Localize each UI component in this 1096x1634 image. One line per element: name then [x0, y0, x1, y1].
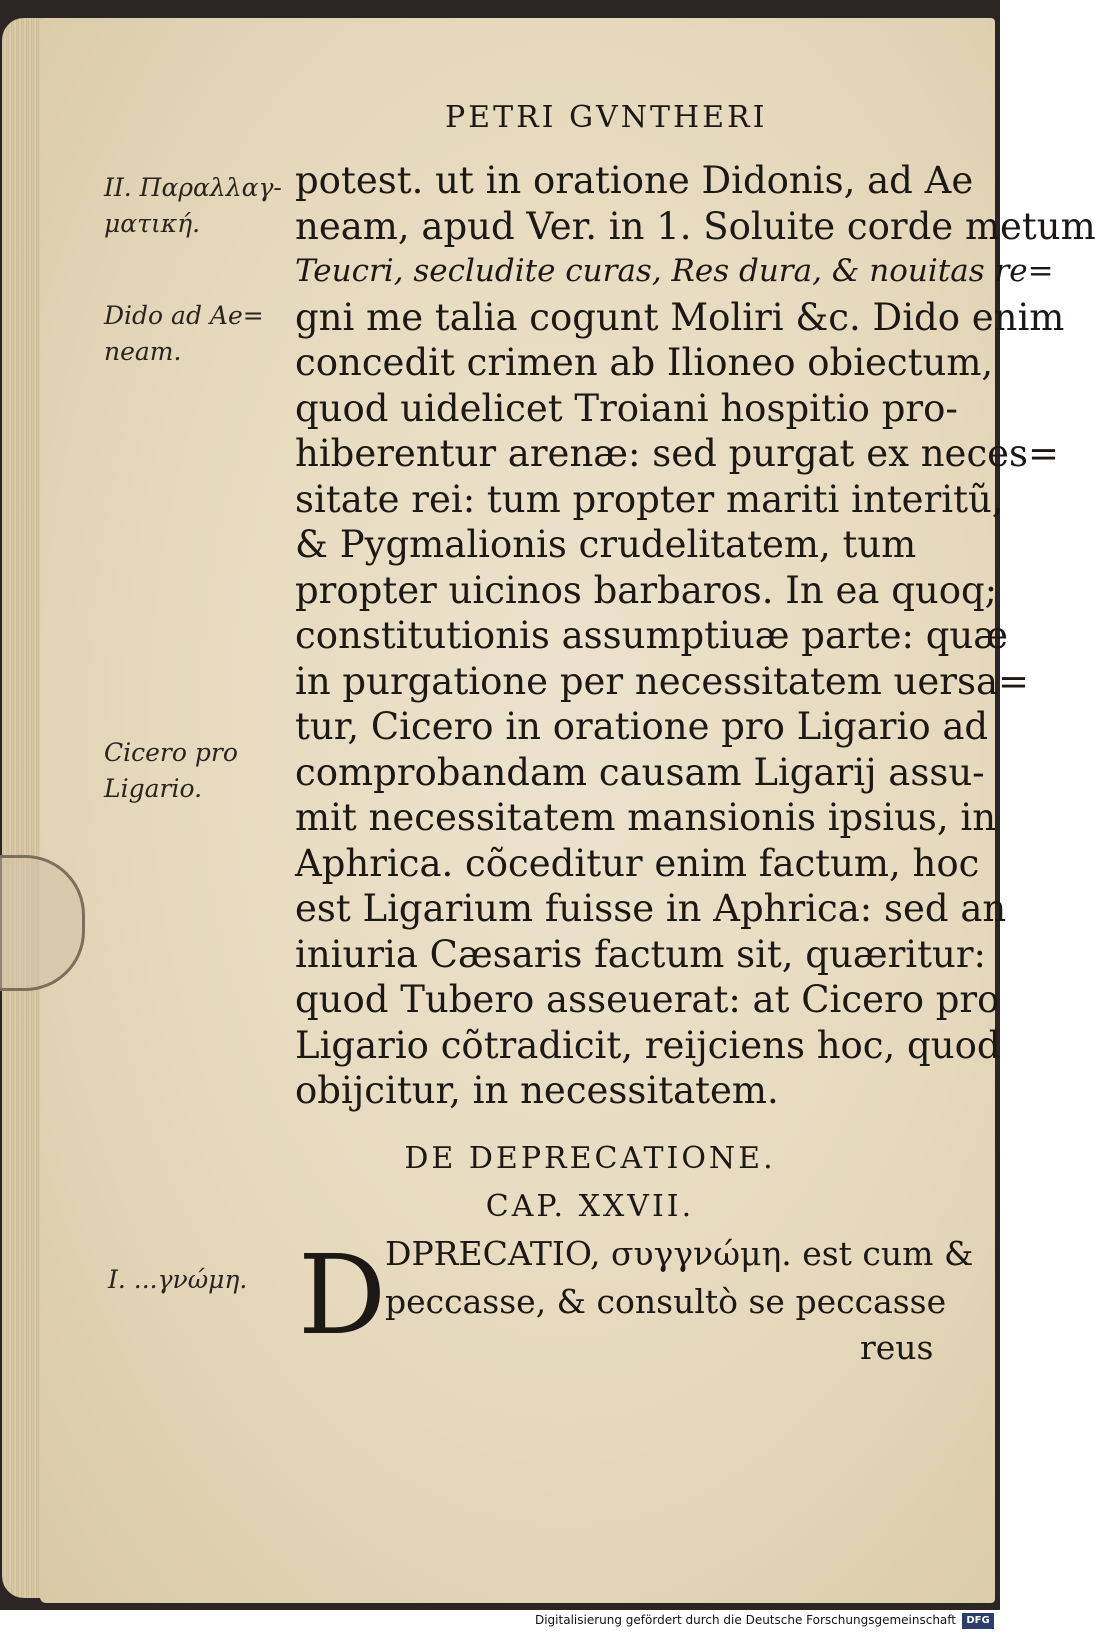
running-head: PETRI GVNTHERI: [445, 100, 768, 135]
drop-cap: D: [298, 1231, 387, 1359]
body-line: Aphrica. cõceditur enim factum, hoc: [295, 841, 980, 885]
body-line: Ligario cõtradicit, reijciens hoc, quod: [295, 1023, 1001, 1067]
body-line: constitutionis assumptiuæ parte: quæ: [295, 614, 1009, 657]
body-line: obijcitur, in necessitatem.: [295, 1069, 779, 1112]
body-line: iniuria Cæsaris factum sit, quæritur:: [295, 932, 986, 976]
chapter-number: CAP. XXVII.: [485, 1189, 695, 1224]
body-line: gni me talia cogunt Moliri &c. Dido enim: [295, 295, 1065, 339]
funding-credit: Digitalisierung gefördert durch die Deutsche Forschungsgemeinschaft: [534, 1613, 956, 1627]
body-line: propter uicinos barbaros. In ea quoq;: [295, 568, 998, 612]
body-line: Teucri, secludite curas, Res dura, & nouitas re=: [295, 253, 1054, 289]
footer-bar: [0, 1610, 1000, 1634]
catchword: reus: [860, 1328, 934, 1367]
body-line: hiberentur arenæ: sed purgat ex neces=: [295, 432, 1060, 475]
deprecatio-text: [385, 1230, 973, 1326]
margin-note-line: I. ...γνώμη.: [108, 1265, 248, 1294]
margin-note-line: Ligario.: [104, 774, 203, 803]
body-line: quod Tubero asseuerat: at Cicero pro: [295, 978, 1000, 1021]
body-line: peccasse, & consultò se peccasse: [385, 1282, 947, 1321]
margin-note-line: Cicero pro: [104, 738, 238, 767]
body-line: DPRECATIO, συγγνώμη. est cum &: [385, 1234, 974, 1273]
body-line: tur, Cicero in oratione pro Ligario ad: [295, 705, 989, 748]
margin-note-cicero: [104, 735, 238, 807]
body-line: concedit crimen ab Ilioneo obiectum,: [295, 341, 994, 384]
body-line: neam, apud Ver. in 1. Soluite corde metum: [295, 204, 1096, 248]
body-line: potest. ut in oratione Didonis, ad Ae: [295, 159, 974, 202]
body-line: mit necessitatem mansionis ipsius, in: [295, 796, 997, 839]
margin-note-dido: [104, 298, 264, 370]
body-line: sitate rei: tum propter mariti interitũ,: [295, 477, 1004, 521]
body-line: est Ligarium fuisse in Aphrica: sed an: [295, 887, 1007, 930]
margin-note-line: neam.: [104, 337, 182, 366]
dfg-logo[interactable]: DFG: [962, 1613, 994, 1629]
margin-note-line: ματική.: [104, 209, 201, 238]
body-text: [295, 158, 1096, 1114]
body-line: comprobandam causam Ligarij assu-: [295, 750, 985, 794]
body-line: in purgatione per necessitatem uersa=: [295, 659, 1030, 703]
margin-note-line: Dido ad Ae=: [104, 301, 264, 330]
section-heading: [400, 1135, 780, 1231]
margin-note-line: II. Παραλλαγ-: [104, 173, 282, 202]
section-title: DE DEPRECATIONE.: [404, 1141, 776, 1176]
body-line: quod uidelicet Troiani hospitio pro-: [295, 386, 958, 430]
margin-note-paradigmatic: [104, 170, 282, 242]
margin-note-deprecation: [108, 1262, 247, 1298]
body-line: & Pygmalionis crudelitatem, tum: [295, 523, 917, 566]
